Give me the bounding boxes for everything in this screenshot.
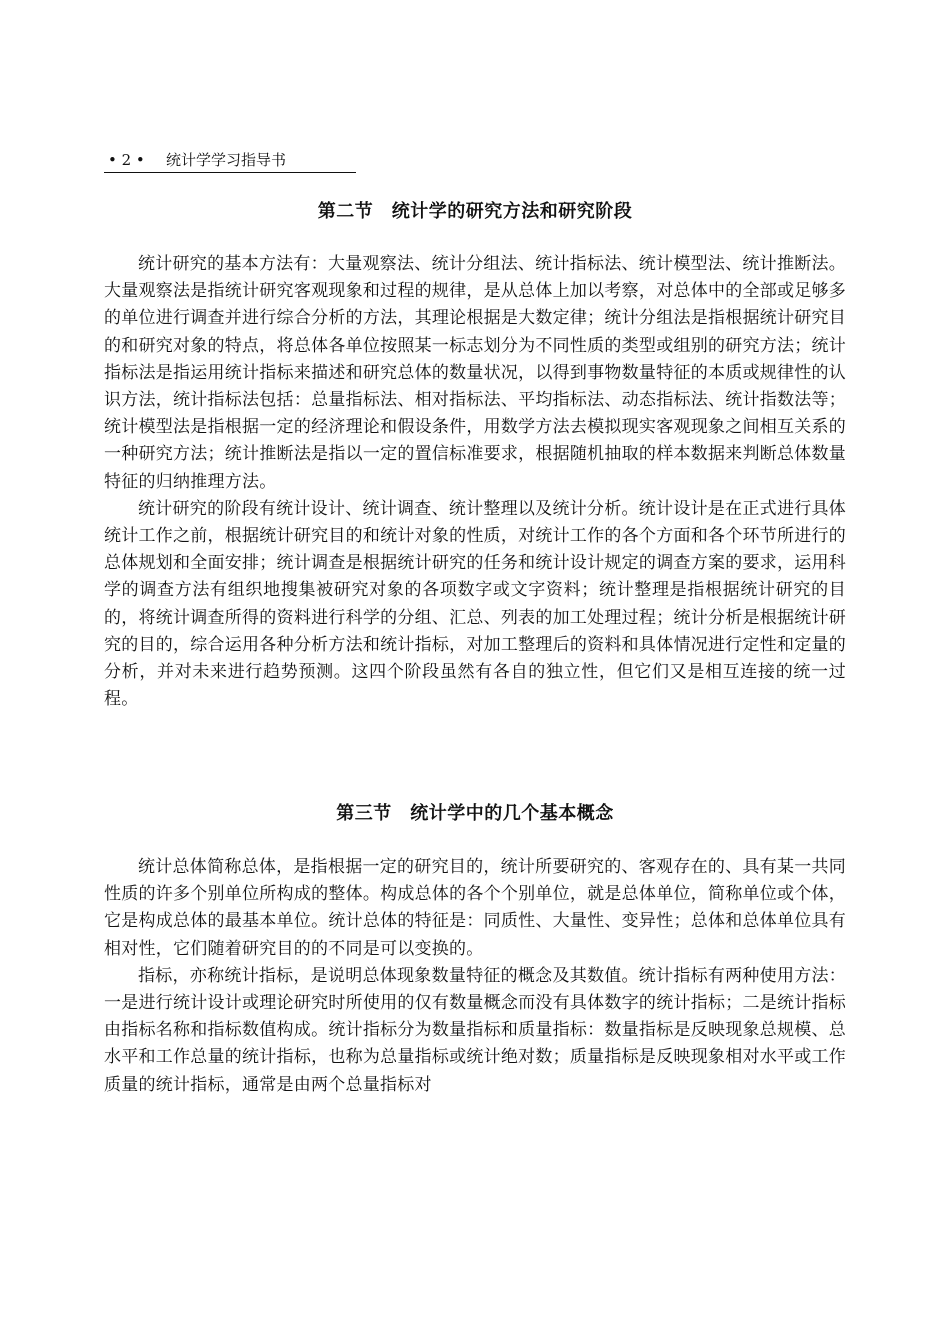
paragraph-statistical-population: 统计总体简称总体，是指根据一定的研究目的，统计所要研究的、客观存在的、具有某一共同性质的许多个别单位所构成的整体。构成总体的各个个别单位，就是总体单位，简称单位或个体，它是构成总体的最基本单位。统计总体的特征是：同质性、大量性、变异性；总体和总体单位具有相对性，它们随着研究目的的不同是可以变换的。 <box>104 857 846 959</box>
paragraph-statistical-indicator: 指标，亦称统计指标，是说明总体现象数量特征的概念及其数值。统计指标有两种使用方法：一是进行统计设计或理论研究时所使用的仅有数量概念而没有具体数字的统计指标；二是统计指标由指标名称和指标数值构成。统计指标分为数量指标和质量指标：数量指标是反映现象总规模、总水平和工作总量的统计指标，也称为总量指标或统计绝对数；质量指标是反映现象相对水平或工作质量的统计指标，通常是由两个总量指标对 <box>104 965 846 1095</box>
section-3-body <box>104 854 846 1099</box>
section-3-title: 第三节 统计学中的几个基本概念 <box>336 803 614 824</box>
paragraph-research-stages: 统计研究的阶段有统计设计、统计调查、统计整理以及统计分析。统计设计是在正式进行具体统计工作之前，根据统计研究目的和统计对象的性质，对统计工作的各个方面和各个环节所进行的总体规划和全面安排；统计调查是根据统计研究的任务和统计设计规定的调查方案的要求，运用科学的调查方法有组织地搜集被研究对象的各项数字或文字资料；统计整理是指根据统计研究的目的，将统计调查所得的资料进行科学的分组、汇总、列表的加工处理过程；统计分析是根据统计研究的目的，综合运用各种分析方法和统计指标，对加工整理后的资料和具体情况进行定性和定量的分析，并对未来进行趋势预测。这四个阶段虽然有各自的独立性，但它们又是相互连接的统一过程。 <box>104 498 846 710</box>
page-number: • 2 • <box>108 151 145 169</box>
running-header <box>104 150 356 173</box>
section-2-body <box>104 251 846 713</box>
paragraph-research-methods: 统计研究的基本方法有：大量观察法、统计分组法、统计指标法、统计模型法、统计推断法。大量观察法是指统计研究客观现象和过程的规律，是从总体上加以考察，对总体中的全部或足够多的单位进行调查并进行综合分析的方法，其理论根据是大数定律；统计分组法是指根据统计研究目的和研究对象的特点，将总体各单位按照某一标志划分为不同性质的类型或组别的研究方法；统计指标法是指运用统计指标来描述和研究总体的数量状况，以得到事物数量特征的本质或规律性的认识方法，统计指标法包括：总量指标法、相对指标法、平均指标法、动态指标法、统计指数法等；统计模型法是指根据一定的经济理论和假设条件，用数学方法去模拟现实客观现象之间相互关系的一种研究方法；统计推断法是指以一定的置信标准要求，根据随机抽取的样本数据来判断总体数量特征的归纳推理方法。 <box>104 254 846 492</box>
section-2-title: 第二节 统计学的研究方法和研究阶段 <box>317 201 633 222</box>
book-title: 统计学学习指导书 <box>166 151 287 169</box>
